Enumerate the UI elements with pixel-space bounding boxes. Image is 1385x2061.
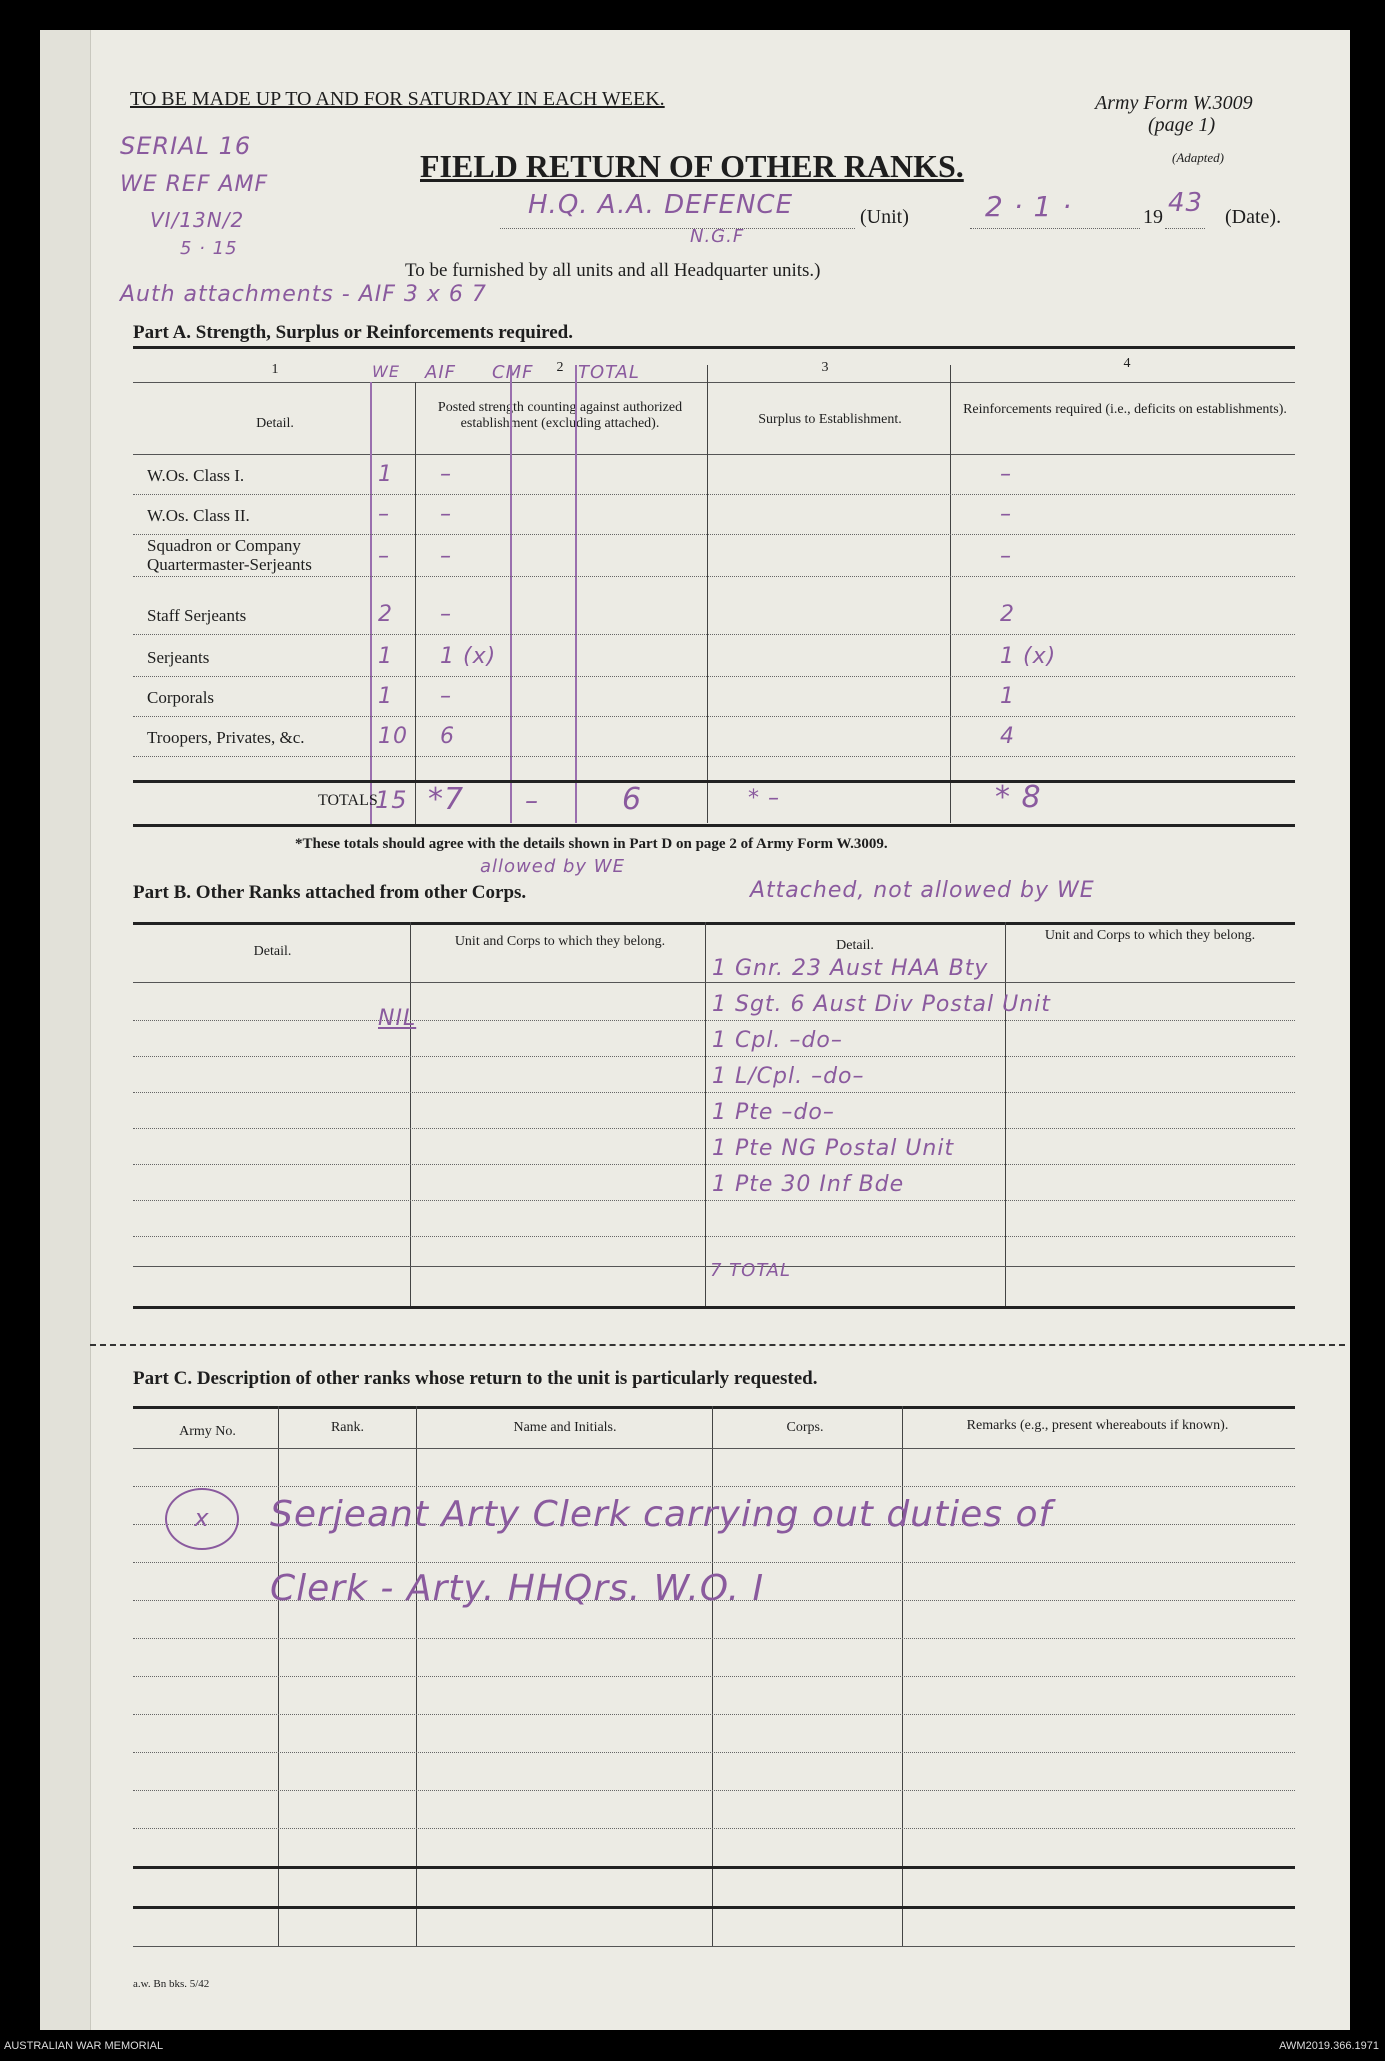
printer-mark: a.w. Bn bks. 5/42 xyxy=(133,1978,210,1990)
part-b-attached-entry: 1 Sgt. 6 Aust Div Postal Unit xyxy=(712,992,1051,1017)
part-a-row-rule xyxy=(133,716,1295,717)
part-a-row-we-value: – xyxy=(378,544,390,569)
margin-note-serial: SERIAL 16 xyxy=(120,132,252,160)
margin-note-ref-no: VI/13N/2 xyxy=(150,208,245,232)
part-a-row-label: W.Os. Class I. xyxy=(147,466,245,485)
part-a-row-reinforcement-value: – xyxy=(1000,544,1012,569)
totals-surplus: * – xyxy=(748,786,780,811)
part-a-row-rule xyxy=(133,534,1295,535)
part-a-row-label: Serjeants xyxy=(147,648,210,667)
part-a-row-aif-value: – xyxy=(440,544,452,569)
part-a-row-aif-value: – xyxy=(440,684,452,709)
year-value: 43 xyxy=(1168,188,1204,218)
part-b-rule xyxy=(133,1056,1295,1057)
part-b-attached-entry: 1 Gnr. 23 Aust HAA Bty xyxy=(712,956,989,981)
part-a-header-reinforcements: Reinforcements required (i.e., deficits on establishments). xyxy=(963,402,1287,417)
part-b-rule xyxy=(133,1236,1295,1237)
part-b-header-detail-left: Detail. xyxy=(253,944,292,959)
part-b-hand-note-right: Attached, not allowed by WE xyxy=(750,878,1095,903)
part-c-header-remarks: Remarks (e.g., present whereabouts if known). xyxy=(966,1418,1229,1433)
form-id: Army Form W.3009 xyxy=(1095,92,1253,114)
part-b-title: Part B. Other Ranks attached from other Corps. xyxy=(133,882,527,903)
form-page: (page 1) xyxy=(1148,114,1216,136)
part-c-remarks-line-2: Clerk - Arty. HHQrs. W.O. I xyxy=(270,1568,765,1609)
part-a-row-rule xyxy=(133,576,1295,577)
part-a-row-label: Troopers, Privates, &c. xyxy=(147,728,305,747)
page-title: FIELD RETURN OF OTHER RANKS. xyxy=(420,148,964,184)
part-a-subhead-cmf: CMF xyxy=(492,362,534,383)
instruction-line: TO BE MADE UP TO AND FOR SATURDAY IN EACH WEEK. xyxy=(130,88,665,110)
part-a-row-we-value: 1 xyxy=(378,644,393,669)
part-b-header-unit-left: Unit and Corps to which they belong. xyxy=(454,934,666,949)
part-a-row-rule xyxy=(133,756,1295,757)
part-c-rule xyxy=(133,1638,1295,1639)
part-a-row-reinforcement-value: 2 xyxy=(1000,602,1015,627)
totals-aif: *7 xyxy=(428,782,465,817)
part-a-row-we-value: 1 xyxy=(378,462,393,487)
part-c-rule xyxy=(133,1562,1295,1563)
part-b-attached-entry: 1 Cpl. –do– xyxy=(712,1028,843,1053)
part-b-hand-note-left: allowed by WE xyxy=(480,856,625,877)
part-a-row-aif-value: 1 (x) xyxy=(440,644,497,669)
part-b-header-unit-right: Unit and Corps to which they belong. xyxy=(1044,928,1256,943)
part-a-col-number-2: 2 xyxy=(556,360,564,375)
margin-note-auth: Auth attachments - AIF 3 x 6 7 xyxy=(120,282,487,307)
part-b-attached-entry: 1 Pte 30 Inf Bde xyxy=(712,1172,905,1197)
part-b-attached-entry: 1 Pte NG Postal Unit xyxy=(712,1136,955,1161)
part-a-col-number-1: 1 xyxy=(271,362,279,377)
part-a-col-number-4: 4 xyxy=(1123,356,1131,371)
part-a-subhead-total: TOTAL xyxy=(578,362,640,383)
part-b-nil-entry: NIL xyxy=(378,1006,417,1031)
part-c-mark: x xyxy=(165,1488,239,1550)
part-a-row-label: Squadron or Company Quartermaster-Serjeants xyxy=(147,536,312,574)
part-a-row-label: Corporals xyxy=(147,688,215,707)
part-a-header-surplus: Surplus to Establishment. xyxy=(758,412,902,427)
part-a-title: Part A. Strength, Surplus or Reinforcements required. xyxy=(133,322,573,343)
year-prefix: 19 xyxy=(1143,206,1163,228)
part-a-header-posted: Posted strength counting against authorized establishment (excluding attached). xyxy=(437,400,683,431)
part-a-row-reinforcement-value: 4 xyxy=(1000,724,1015,749)
part-a-row-we-value: 10 xyxy=(378,724,408,749)
part-a-row-rule xyxy=(133,676,1295,677)
part-b-header-detail-right: Detail. xyxy=(836,938,874,953)
part-b-total-entry: 7 TOTAL xyxy=(710,1260,792,1281)
part-b-rule xyxy=(133,1128,1295,1129)
part-c-rule xyxy=(133,1676,1295,1677)
part-c-rule xyxy=(133,1790,1295,1791)
part-a-row-reinforcement-value: 1 xyxy=(1000,684,1015,709)
form-adapted: (Adapted) xyxy=(1172,150,1224,165)
part-a-row-reinforcement-value: – xyxy=(1000,502,1012,527)
part-a-row-reinforcement-value: 1 (x) xyxy=(1000,644,1057,669)
part-c-rule xyxy=(133,1828,1295,1829)
totals-reinforcements: * 8 xyxy=(995,780,1042,815)
part-a-row-aif-value: – xyxy=(440,462,452,487)
part-c-header-army-no: Army No. xyxy=(179,1424,236,1439)
unit-label: (Unit) xyxy=(860,206,909,228)
part-b-attached-entry: 1 Pte –do– xyxy=(712,1100,835,1125)
part-a-row-rule xyxy=(133,494,1295,495)
part-c-header-corps: Corps. xyxy=(786,1420,824,1435)
part-c-remarks-line-1: Serjeant Arty Clerk carrying out duties of xyxy=(270,1494,1053,1535)
part-a-row-reinforcement-value: – xyxy=(1000,462,1012,487)
underlying-page-edge xyxy=(40,30,91,2030)
unit-value: H.Q. A.A. DEFENCE xyxy=(528,190,794,220)
date-value: 2 · 1 · xyxy=(985,190,1073,223)
part-a-footnote: *These totals should agree with the details shown in Part D on page 2 of Army Form W.3009. xyxy=(295,836,888,852)
part-a-row-aif-value: – xyxy=(440,602,452,627)
part-c-rule xyxy=(133,1486,1295,1487)
part-b-rule xyxy=(133,1164,1295,1165)
part-a-row-label: Staff Serjeants xyxy=(147,606,247,625)
part-a-row-aif-value: – xyxy=(440,502,452,527)
part-a-row-rule xyxy=(133,634,1295,635)
part-c-rule xyxy=(133,1752,1295,1753)
footer-right: AWM2019.366.1971 xyxy=(1279,2040,1379,2052)
part-a-row-we-value: – xyxy=(378,502,390,527)
part-a-row-aif-value: 6 xyxy=(440,724,455,749)
part-c-title: Part C. Description of other ranks whose return to the unit is particularly requested. xyxy=(133,1368,818,1389)
footer-left: AUSTRALIAN WAR MEMORIAL xyxy=(4,2040,164,2052)
totals-label: TOTALS xyxy=(318,792,378,809)
part-c-header-name: Name and Initials. xyxy=(513,1420,617,1435)
totals-we: 15 xyxy=(375,786,408,814)
part-a-row-label: W.Os. Class II. xyxy=(147,506,250,525)
date-label: (Date). xyxy=(1225,206,1282,228)
part-a-header-detail: Detail. xyxy=(256,416,294,431)
totals-cmf: – xyxy=(525,786,539,816)
totals-total: 6 xyxy=(622,782,643,817)
part-b-rule xyxy=(133,1200,1295,1201)
part-a-subhead-aif: AIF xyxy=(425,362,456,383)
part-a-row-we-value: 1 xyxy=(378,684,393,709)
part-a-row-we-value: 2 xyxy=(378,602,393,627)
part-c-header-rank: Rank. xyxy=(330,1420,365,1435)
part-b-rule xyxy=(133,1092,1295,1093)
part-a-subhead-we: WE xyxy=(372,362,400,381)
part-b-rule xyxy=(133,1020,1295,1021)
margin-note-we-ref: WE REF AMF xyxy=(120,172,269,197)
part-b-attached-entry: 1 L/Cpl. –do– xyxy=(712,1064,865,1089)
unit-value-2: N.G.F xyxy=(690,226,745,247)
part-c-rule xyxy=(133,1714,1295,1715)
part-a-col-number-3: 3 xyxy=(821,360,829,375)
furnish-note: To be furnished by all units and all Headquarter units.) xyxy=(405,260,821,281)
margin-note-ref-sub: 5 · 15 xyxy=(180,238,238,259)
